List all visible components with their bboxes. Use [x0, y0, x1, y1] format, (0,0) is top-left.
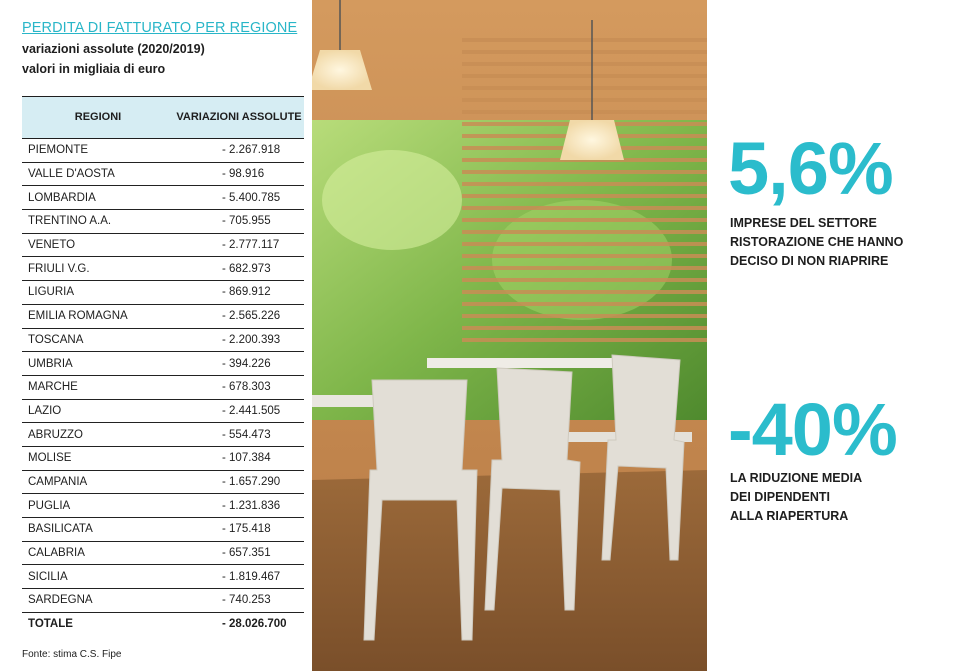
region-value: - 682.973 — [174, 257, 304, 281]
region-name: CAMPANIA — [22, 470, 174, 494]
region-value: - 394.226 — [174, 352, 304, 376]
stat-number-staff: -40% — [728, 388, 897, 471]
stat-line: IMPRESE DEL SETTORE — [730, 216, 877, 230]
table-row — [22, 304, 304, 328]
region-name: VENETO — [22, 233, 174, 257]
region-name: BASILICATA — [22, 518, 174, 542]
region-name: EMILIA ROMAGNA — [22, 304, 174, 328]
region-value: - 1.819.467 — [174, 565, 304, 589]
total-value: - 28.026.700 — [222, 618, 287, 631]
table-row — [22, 186, 304, 210]
table-row — [22, 541, 304, 565]
region-name: FRIULI V.G. — [22, 257, 174, 281]
table-panel — [0, 0, 312, 671]
region-value: - 1.231.836 — [174, 494, 304, 518]
table-row — [22, 162, 304, 186]
region-name: LOMBARDIA — [22, 186, 174, 210]
region-name: LIGURIA — [22, 281, 174, 305]
region-value: - 2.777.117 — [174, 233, 304, 257]
table-units: valori in migliaia di euro — [22, 62, 166, 76]
total-row — [22, 612, 304, 636]
table-row — [22, 589, 304, 613]
table-row — [22, 375, 304, 399]
table-row — [22, 257, 304, 281]
table-row — [22, 328, 304, 352]
total-label: TOTALE — [28, 618, 73, 631]
region-name: TOSCANA — [22, 328, 174, 352]
table-row — [22, 470, 304, 494]
region-name: MOLISE — [22, 446, 174, 470]
region-value: - 2.267.918 — [174, 139, 304, 163]
region-value: - 1.657.290 — [174, 470, 304, 494]
region-name: ABRUZZO — [22, 423, 174, 447]
region-name: PUGLIA — [22, 494, 174, 518]
table-title: PERDITA DI FATTURATO PER REGIONE — [22, 20, 298, 36]
header-regioni: REGIONI — [22, 97, 174, 139]
region-value: - 678.303 — [174, 375, 304, 399]
region-value: - 740.253 — [174, 589, 304, 613]
stat-line: RISTORAZIONE CHE HANNO — [730, 235, 904, 249]
table-row — [22, 446, 304, 470]
region-value: - 107.384 — [174, 446, 304, 470]
stat-line: DECISO DI NON RIAPRIRE — [730, 254, 889, 268]
table-row — [22, 281, 304, 305]
region-name: MARCHE — [22, 375, 174, 399]
table-row — [22, 518, 304, 542]
region-value: - 554.473 — [174, 423, 304, 447]
region-name: UMBRIA — [22, 352, 174, 376]
region-value: - 2.565.226 — [174, 304, 304, 328]
region-name: CALABRIA — [22, 541, 174, 565]
region-value: - 2.200.393 — [174, 328, 304, 352]
region-value: - 869.912 — [174, 281, 304, 305]
restaurant-photo-illustration — [312, 0, 707, 671]
stat-description-closures — [730, 214, 903, 271]
region-value: - 657.351 — [174, 541, 304, 565]
source-note: Fonte: stima C.S. Fipe — [22, 649, 122, 660]
region-name: LAZIO — [22, 399, 174, 423]
regions-table — [22, 96, 304, 636]
region-name: VALLE D'AOSTA — [22, 162, 174, 186]
region-value: - 175.418 — [174, 518, 304, 542]
table-header-row — [22, 97, 304, 139]
table-body — [22, 139, 304, 636]
stat-line: ALLA RIAPERTURA — [730, 509, 849, 523]
table-row — [22, 423, 304, 447]
region-value: - 98.916 — [174, 162, 304, 186]
region-name: PIEMONTE — [22, 139, 174, 163]
table-row — [22, 494, 304, 518]
table-row — [22, 139, 304, 163]
region-name: TRENTINO A.A. — [22, 210, 174, 234]
stat-description-staff — [730, 469, 862, 526]
region-value: - 2.441.505 — [174, 399, 304, 423]
stat-line: DEI DIPENDENTI — [730, 490, 831, 504]
region-name: SARDEGNA — [22, 589, 174, 613]
table-row — [22, 210, 304, 234]
region-value: - 705.955 — [174, 210, 304, 234]
region-name: SICILIA — [22, 565, 174, 589]
table-row — [22, 565, 304, 589]
table-row — [22, 352, 304, 376]
header-variazioni: VARIAZIONI ASSOLUTE — [174, 97, 304, 139]
region-value: - 5.400.785 — [174, 186, 304, 210]
table-subtitle: variazioni assolute (2020/2019) — [22, 42, 205, 56]
restaurant-photo — [312, 0, 707, 671]
stat-line: LA RIDUZIONE MEDIA — [730, 471, 863, 485]
table-row — [22, 233, 304, 257]
stat-number-closures: 5,6% — [728, 127, 893, 210]
table-row — [22, 399, 304, 423]
